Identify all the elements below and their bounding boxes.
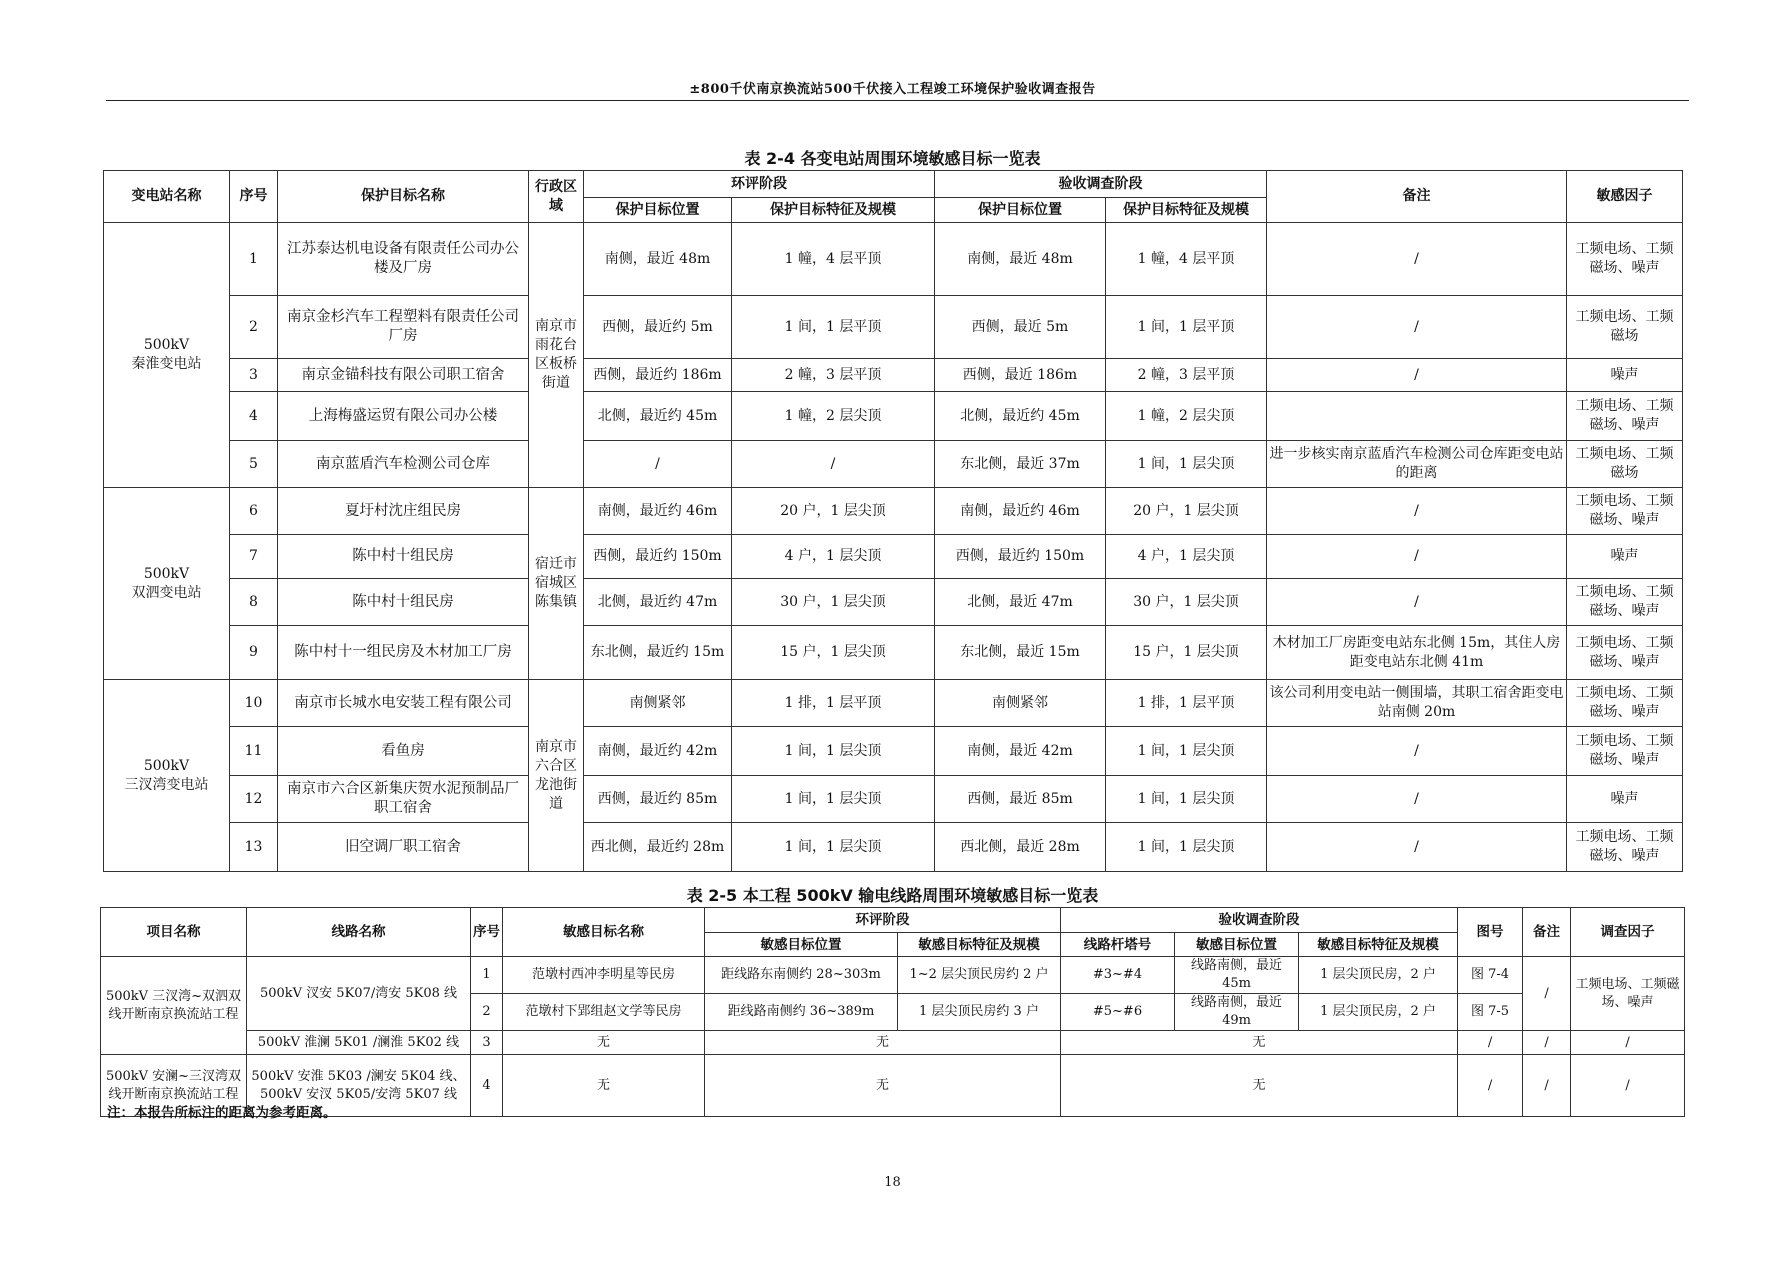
row-no: 1 — [230, 223, 278, 296]
eia-feat: 30 户，1 层尖顶 — [732, 579, 935, 626]
remark — [1267, 392, 1567, 441]
accept-cell: 无 — [1061, 1031, 1458, 1055]
hdr-eia: 环评阶段 — [584, 171, 935, 198]
acc-pos: 西北侧，最近 28m — [935, 823, 1106, 872]
acc-pos: 西侧，最近 5m — [935, 296, 1106, 359]
remark: 木材加工厂房距变电站东北侧 15m，其住人房距变电站东北侧 41m — [1267, 626, 1567, 680]
target-name: 陈中村十组民房 — [278, 535, 529, 579]
acc-feat: 1 间，1 层尖顶 — [1106, 823, 1267, 872]
remark: / — [1267, 823, 1567, 872]
eia-feat: 1 间，1 层平顶 — [732, 296, 935, 359]
acc-feat: 1 幢，4 层平顶 — [1106, 223, 1267, 296]
acc-pos: 南侧，最近 42m — [935, 727, 1106, 776]
remark: / — [1523, 957, 1571, 1031]
line-name: 500kV 汊安 5K07/湾安 5K08 线 — [247, 957, 471, 1031]
acc-feat: 1 层尖顶民房，2 户 — [1299, 957, 1458, 994]
hdr2-project: 项目名称 — [101, 908, 247, 957]
row-no: 1 — [471, 957, 503, 994]
acc-pos: 北侧，最近约 45m — [935, 392, 1106, 441]
acc-pos: 北侧，最近 47m — [935, 579, 1106, 626]
hdr-no: 序号 — [230, 171, 278, 223]
project-name: 500kV 安澜~三汊湾双线开断南京换流站工程 — [101, 1055, 247, 1117]
row-no: 10 — [230, 680, 278, 727]
eia-pos: 南侧紧邻 — [584, 680, 732, 727]
hdr-factor: 敏感因子 — [1567, 171, 1683, 223]
acc-pos: 东北侧，最近 37m — [935, 441, 1106, 488]
hdr-acc-pos: 保护目标位置 — [935, 198, 1106, 223]
station-name: 500kV 三汊湾变电站 — [104, 680, 230, 872]
factor: / — [1571, 1055, 1685, 1117]
remark: / — [1267, 579, 1567, 626]
acc-pos: 线路南侧，最近49m — [1175, 994, 1299, 1031]
table2-title: 表 2-5 本工程 500kV 输电线路周围环境敏感目标一览表 — [686, 886, 1099, 905]
remark: / — [1267, 359, 1567, 392]
region-cell: 宿迁市宿城区陈集镇 — [529, 488, 584, 680]
acc-pos: 线路南侧，最近45m — [1175, 957, 1299, 994]
hdr-station: 变电站名称 — [104, 171, 230, 223]
acc-pos: 南侧紧邻 — [935, 680, 1106, 727]
table-row — [104, 579, 1683, 626]
factor: 工频电场、工频磁场 — [1567, 441, 1683, 488]
figure-no: 图 7-5 — [1458, 994, 1523, 1031]
eia-feat: 20 户，1 层尖顶 — [732, 488, 935, 535]
table-row — [104, 535, 1683, 579]
hdr2-fig: 图号 — [1458, 908, 1523, 957]
target-name: 无 — [503, 1055, 705, 1117]
eia-cell: 无 — [705, 1031, 1061, 1055]
eia-feat: 1 间，1 层尖顶 — [732, 823, 935, 872]
page-number: 18 — [884, 1175, 901, 1190]
line-name: 500kV 安淮 5K03 /澜安 5K04 线、500kV 安汊 5K05/安湾 5K07 线 — [247, 1055, 471, 1117]
acc-feat: 4 户，1 层尖顶 — [1106, 535, 1267, 579]
target-name: 南京金锚科技有限公司职工宿舍 — [278, 359, 529, 392]
acc-feat: 1 层尖顶民房，2 户 — [1299, 994, 1458, 1031]
target-name: 南京市长城水电安装工程有限公司 — [278, 680, 529, 727]
factor: 工频电场、工频磁场、噪声 — [1567, 392, 1683, 441]
remark: 进一步核实南京蓝盾汽车检测公司仓库距变电站的距离 — [1267, 441, 1567, 488]
hdr2-acc-feat: 敏感目标特征及规模 — [1299, 933, 1458, 957]
eia-feat: 1 间，1 层尖顶 — [732, 776, 935, 823]
target-name: 陈中村十一组民房及木材加工厂房 — [278, 626, 529, 680]
factor: 噪声 — [1567, 535, 1683, 579]
target-name: 南京蓝盾汽车检测公司仓库 — [278, 441, 529, 488]
table-row — [104, 626, 1683, 680]
acc-feat: 20 户，1 层尖顶 — [1106, 488, 1267, 535]
eia-pos: 南侧，最近约 46m — [584, 488, 732, 535]
remark: / — [1523, 1031, 1571, 1055]
eia-pos: 东北侧，最近约 15m — [584, 626, 732, 680]
hdr2-target: 敏感目标名称 — [503, 908, 705, 957]
hdr2-eia-feat: 敏感目标特征及规模 — [898, 933, 1061, 957]
station-sensitive-targets-table — [103, 170, 1683, 872]
eia-pos: 西侧，最近约 186m — [584, 359, 732, 392]
table-row — [104, 392, 1683, 441]
eia-pos: 西北侧，最近约 28m — [584, 823, 732, 872]
remark: / — [1267, 488, 1567, 535]
factor: 工频电场、工频磁场、噪声 — [1567, 579, 1683, 626]
factor: 工频电场、工频磁场 — [1567, 296, 1683, 359]
row-no: 8 — [230, 579, 278, 626]
row-no: 2 — [230, 296, 278, 359]
acc-feat: 1 间，1 层尖顶 — [1106, 727, 1267, 776]
hdr2-line: 线路名称 — [247, 908, 471, 957]
factor: 工频电场、工频磁场、噪声 — [1571, 957, 1685, 1031]
remark: / — [1267, 296, 1567, 359]
acc-feat: 30 户，1 层尖顶 — [1106, 579, 1267, 626]
eia-feat: / — [732, 441, 935, 488]
target-name: 范墩村西冲李明星等民房 — [503, 957, 705, 994]
tower-no: #3~#4 — [1061, 957, 1175, 994]
remark: / — [1267, 535, 1567, 579]
eia-feat: 1 排，1 层平顶 — [732, 680, 935, 727]
row-no: 3 — [471, 1031, 503, 1055]
factor: 噪声 — [1567, 359, 1683, 392]
row-no: 9 — [230, 626, 278, 680]
hdr2-factor: 调查因子 — [1571, 908, 1685, 957]
acc-feat: 1 排，1 层平顶 — [1106, 680, 1267, 727]
eia-feat: 1 层尖顶民房约 3 户 — [898, 994, 1061, 1031]
row-no: 12 — [230, 776, 278, 823]
eia-pos: 北侧，最近约 47m — [584, 579, 732, 626]
eia-pos: 距线路南侧约 36~389m — [705, 994, 898, 1031]
table-row — [101, 1055, 1685, 1117]
hdr-region: 行政区域 — [529, 171, 584, 223]
table1-title: 表 2-4 各变电站周围环境敏感目标一览表 — [744, 149, 1041, 168]
eia-feat: 2 幢，3 层平顶 — [732, 359, 935, 392]
eia-pos: / — [584, 441, 732, 488]
row-no: 7 — [230, 535, 278, 579]
hdr-acc-feat: 保护目标特征及规模 — [1106, 198, 1267, 223]
factor: 工频电场、工频磁场、噪声 — [1567, 727, 1683, 776]
region-cell: 南京市雨花台区板桥街道 — [529, 223, 584, 488]
target-name: 看鱼房 — [278, 727, 529, 776]
eia-pos: 南侧，最近 48m — [584, 223, 732, 296]
remark: 该公司利用变电站一侧围墙，其职工宿舍距变电站南侧 20m — [1267, 680, 1567, 727]
hdr2-eia-pos: 敏感目标位置 — [705, 933, 898, 957]
row-no: 2 — [471, 994, 503, 1031]
target-name: 南京市六合区新集庆贺水泥预制品厂职工宿舍 — [278, 776, 529, 823]
eia-pos: 北侧，最近约 45m — [584, 392, 732, 441]
header-rule — [106, 100, 1689, 101]
factor: 工频电场、工频磁场、噪声 — [1567, 223, 1683, 296]
acc-feat: 1 间，1 层尖顶 — [1106, 441, 1267, 488]
acc-pos: 南侧，最近 48m — [935, 223, 1106, 296]
line-name: 500kV 淮澜 5K01 /澜淮 5K02 线 — [247, 1031, 471, 1055]
table-row — [104, 359, 1683, 392]
acc-feat: 1 间，1 层平顶 — [1106, 296, 1267, 359]
acc-feat: 2 幢，3 层平顶 — [1106, 359, 1267, 392]
row-no: 6 — [230, 488, 278, 535]
row-no: 4 — [471, 1055, 503, 1117]
hdr2-no: 序号 — [471, 908, 503, 957]
hdr-eia-pos: 保护目标位置 — [584, 198, 732, 223]
table-row — [104, 727, 1683, 776]
acc-feat: 1 间，1 层尖顶 — [1106, 776, 1267, 823]
target-name: 夏圩村沈庄组民房 — [278, 488, 529, 535]
target-name: 陈中村十组民房 — [278, 579, 529, 626]
eia-feat: 1~2 层尖顶民房约 2 户 — [898, 957, 1061, 994]
table-row — [104, 223, 1683, 296]
eia-feat: 15 户，1 层尖顶 — [732, 626, 935, 680]
target-name: 上海梅盛运贸有限公司办公楼 — [278, 392, 529, 441]
hdr-target: 保护目标名称 — [278, 171, 529, 223]
hdr-remark: 备注 — [1267, 171, 1567, 223]
eia-pos: 西侧，最近约 85m — [584, 776, 732, 823]
acc-feat: 15 户，1 层尖顶 — [1106, 626, 1267, 680]
factor: 工频电场、工频磁场、噪声 — [1567, 680, 1683, 727]
eia-cell: 无 — [705, 1055, 1061, 1117]
eia-pos: 西侧，最近约 150m — [584, 535, 732, 579]
figure-no: / — [1458, 1055, 1523, 1117]
hdr2-acc-pos: 敏感目标位置 — [1175, 933, 1299, 957]
eia-pos: 南侧，最近约 42m — [584, 727, 732, 776]
row-no: 4 — [230, 392, 278, 441]
acc-pos: 东北侧，最近 15m — [935, 626, 1106, 680]
hdr2-eia: 环评阶段 — [705, 908, 1061, 933]
eia-pos: 西侧，最近约 5m — [584, 296, 732, 359]
target-name: 无 — [503, 1031, 705, 1055]
hdr-eia-feat: 保护目标特征及规模 — [732, 198, 935, 223]
target-name: 江苏泰达机电设备有限责任公司办公楼及厂房 — [278, 223, 529, 296]
station-name: 500kV 秦淮变电站 — [104, 223, 230, 488]
hdr2-accept: 验收调查阶段 — [1061, 908, 1458, 933]
acc-pos: 南侧，最近约 46m — [935, 488, 1106, 535]
eia-feat: 4 户，1 层尖顶 — [732, 535, 935, 579]
factor: 工频电场、工频磁场、噪声 — [1567, 488, 1683, 535]
acc-pos: 西侧，最近 85m — [935, 776, 1106, 823]
row-no: 13 — [230, 823, 278, 872]
tower-no: #5~#6 — [1061, 994, 1175, 1031]
remark: / — [1267, 727, 1567, 776]
eia-feat: 1 幢，2 层尖顶 — [732, 392, 935, 441]
remark: / — [1267, 776, 1567, 823]
row-no: 11 — [230, 727, 278, 776]
table-row — [104, 776, 1683, 823]
eia-feat: 1 幢，4 层平顶 — [732, 223, 935, 296]
target-name: 南京金杉汽车工程塑料有限责任公司厂房 — [278, 296, 529, 359]
factor: / — [1571, 1031, 1685, 1055]
footnote: 注：本报告所标注的距离为参考距离。 — [107, 1105, 337, 1121]
acc-pos: 西侧，最近 186m — [935, 359, 1106, 392]
line-sensitive-targets-table — [100, 907, 1685, 1117]
acc-feat: 1 幢，2 层尖顶 — [1106, 392, 1267, 441]
factor: 噪声 — [1567, 776, 1683, 823]
station-name: 500kV 双泗变电站 — [104, 488, 230, 680]
region-cell: 南京市六合区龙池街道 — [529, 680, 584, 872]
table-row — [104, 488, 1683, 535]
figure-no: 图 7-4 — [1458, 957, 1523, 994]
eia-pos: 距线路东南侧约 28~303m — [705, 957, 898, 994]
factor: 工频电场、工频磁场、噪声 — [1567, 823, 1683, 872]
table-row — [101, 957, 1685, 994]
row-no: 5 — [230, 441, 278, 488]
eia-feat: 1 间，1 层尖顶 — [732, 727, 935, 776]
table-row — [104, 296, 1683, 359]
page-header: ±800千伏南京换流站500千伏接入工程竣工环境保护验收调查报告 — [689, 82, 1096, 97]
table-row — [104, 441, 1683, 488]
row-no: 3 — [230, 359, 278, 392]
figure-no: / — [1458, 1031, 1523, 1055]
remark: / — [1523, 1055, 1571, 1117]
target-name: 旧空调厂职工宿舍 — [278, 823, 529, 872]
hdr2-tower: 线路杆塔号 — [1061, 933, 1175, 957]
table-row — [104, 680, 1683, 727]
project-name: 500kV 三汊湾~双泗双线开断南京换流站工程 — [101, 957, 247, 1055]
hdr-accept: 验收调查阶段 — [935, 171, 1267, 198]
table-row — [101, 1031, 1685, 1055]
table-row — [104, 823, 1683, 872]
factor: 工频电场、工频磁场、噪声 — [1567, 626, 1683, 680]
acc-pos: 西侧，最近约 150m — [935, 535, 1106, 579]
remark: / — [1267, 223, 1567, 296]
accept-cell: 无 — [1061, 1055, 1458, 1117]
target-name: 范墩村下郢组赵文学等民房 — [503, 994, 705, 1031]
hdr2-remark: 备注 — [1523, 908, 1571, 957]
